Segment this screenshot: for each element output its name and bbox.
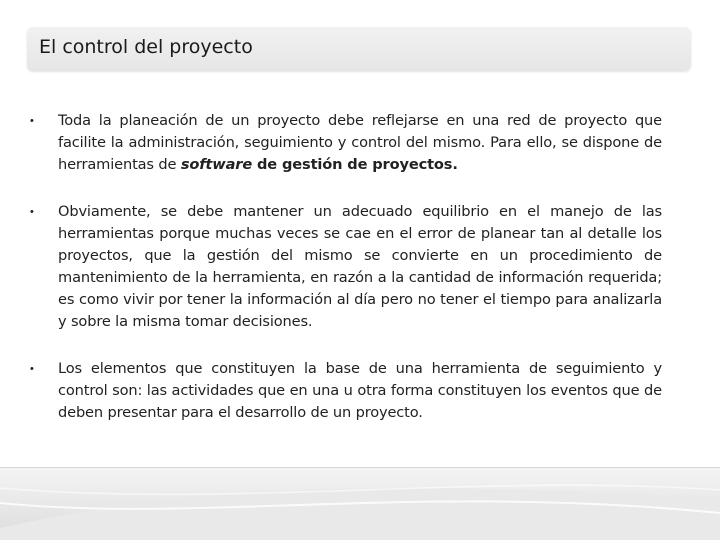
bullet-item [30,110,662,176]
title-bar [27,27,691,71]
bullet-item [30,358,662,424]
bullet-list [30,110,662,449]
bullet-marker: • [30,206,34,218]
bullet-item [30,201,662,333]
bullet-text [58,110,662,176]
bullet-text: Los elementos que constituyen la base de una herramienta de seguimiento y control son: las actividades que en una u otra forma constituyen los eventos que de deben presentar para el desarrollo de un proyecto. [58,360,662,421]
bullet-marker: • [30,363,34,375]
footer-decoration [0,467,720,540]
bullet-text: Obviamente, se debe mantener un adecuado equilibrio en el manejo de las herramientas porque muchas veces se cae en el error de planear tan al detalle los proyectos, que la gestión del mismo se convierte en un procedimiento de mantenimiento de la herramienta, en razón a la cantidad de información requerida; es como vivir por tener la información al día pero no tener el tiempo para analizarla y sobre la misma tomar decisiones. [58,203,662,330]
bullet-marker: • [30,115,34,127]
slide-title: El control del proyecto [39,36,253,58]
bullet-text-bold-tail: de gestión de proyectos. [252,156,458,173]
footer-wave-graphic [0,468,720,540]
bullet-text-emphasis: software [180,156,253,173]
bullet-text-main: Toda la planeación de un proyecto debe reflejarse en una red de proyecto que facilite la administración, seguimiento y control del mismo. Para ello, se dispone de herramientas de [58,112,662,173]
